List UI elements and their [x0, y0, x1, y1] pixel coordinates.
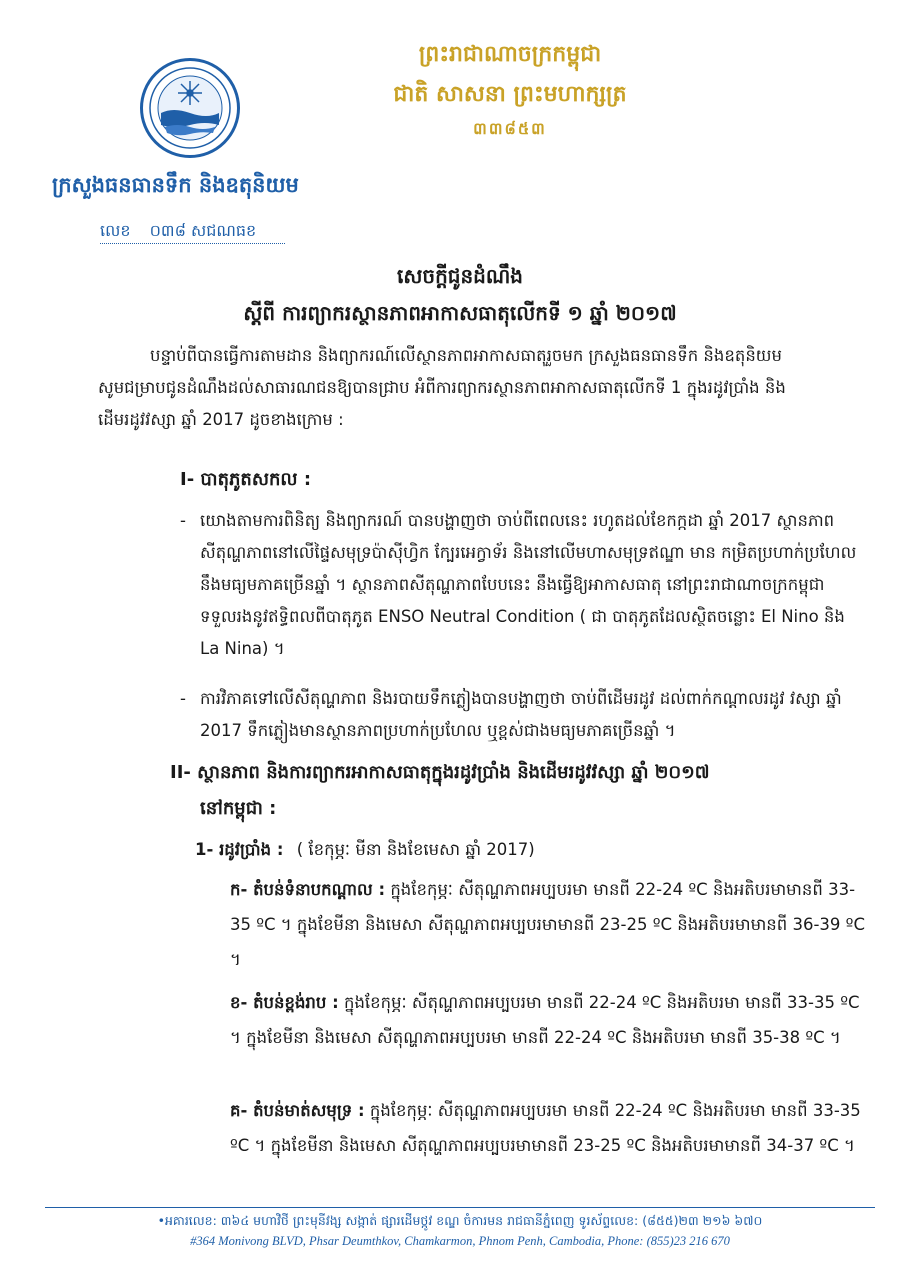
section-2-heading-cont: នៅកម្ពុជា : — [200, 798, 277, 819]
motto-heading: ជាតិ សាសនា ព្រះមហាក្សត្រ — [393, 82, 627, 107]
document-title: សេចក្តីជូនដំណឹង — [397, 264, 523, 288]
ministry-name: ក្រសួងធនធានទឹក និងឧតុនិយម — [52, 173, 299, 197]
section-1-heading: I- បាតុភូតសកល : — [180, 469, 312, 490]
dry-season-heading — [195, 834, 535, 866]
section-1-bullet-1-text: យោងតាមការពិនិត្យ និងព្យាករណ៍ បានបង្ហាញថា ចាប់ពីពេលនេះ រហូតដល់ខែកក្កដា ឆ្នាំ 2017 ស្ថានភាពសីតុណ្ហភាពនៅលើផ្ទៃសមុទ្រប៉ាស៊ីហ្វិក ក្បែរអេក្វាទ័រ និងនៅលើមហាសមុទ្រឥណ្ឌា មាន កម្រិតប្រហាក់ប្រហែលនឹងមធ្យមភាគច្រើនឆ្នាំ ។ ស្ថានភាពសីតុណ្ហភាពបែបនេះ នឹងធ្វើឱ្យអាកាសធាតុ នៅព្រះរាជាណាចក្រកម្ពុជា ទទួលរងនូវឥទ្ធិពលពីបាតុភូត ENSO Neutral Condition ( ជា បាតុភូតដែលស្ថិតចន្លោះ El Nino និង La Nina) ។ — [200, 511, 857, 658]
reference-underline — [100, 243, 285, 244]
footer-address-english: #364 Monivong BLVD, Phsar Deumthkov, Chamkarmon, Phnom Penh, Cambodia, Phone: (855)23 216 670 — [190, 1234, 730, 1248]
ornament: ៣៣៨៥៣ — [473, 119, 547, 138]
region-central-plain-label: ក- តំបន់ទំនាបកណ្តាល : — [230, 880, 386, 899]
reference-value: ០៣៨ សជណធខ — [149, 221, 257, 240]
region-central-plain-text: ក្នុងខែកុម្ភៈ សីតុណ្ហភាពអប្បបរមា មានពី 22-24 ºC និងអតិបរមាមានពី 33-35 ºC ។ ក្នុងខែមីនា និងមេសា សីតុណ្ហភាពអប្បបរមាមានពី 23-25 ºC និងអតិបរមាមានពី 36-39 ºC ។ — [230, 880, 865, 969]
kingdom-heading: ព្រះរាជាណាចក្រកម្ពុជា — [418, 42, 602, 67]
footer-address-khmer: •អគារលេខ: ៣៦៤ មហាវិថី ព្រះមុនីវង្ស សង្កាត់ ផ្សារដើមថ្កូវ ខណ្ឌ ចំការមន រាជធានីភ្នំពេញ ទូរស័ព្ទលេខ: (៨៥៥)២៣ ២១៦ ៦៧០ — [157, 1213, 763, 1228]
reference-number — [100, 220, 256, 244]
document-subject: ស្តីពី ការព្យាករស្ថានភាពអាកាសធាតុលើកទី ១ ឆ្នាំ ២០១៧ — [243, 301, 677, 325]
region-plateau-text: ក្នុងខែកុម្ភៈ សីតុណ្ហភាពអប្បបរមា មានពី 22-24 ºC និងអតិបរមា មានពី 33-35 ºC ។ ក្នុងខែមីនា និងមេសា សីតុណ្ហភាពអប្បបរមា មានពី 22-24 ºC និងអតិបរមា មានពី 35-38 ºC ។ — [230, 993, 860, 1047]
region-plateau-label: ខ- តំបន់ខ្ពង់រាប : — [230, 993, 339, 1012]
section-1-bullet-2-text: ការវិភាគទៅលើសីតុណ្ហភាព និងរបាយទឹកភ្លៀងបានបង្ហាញថា ចាប់ពីដើមរដូវ ដល់ពាក់កណ្តាលរដូវ វស្សា ឆ្នាំ 2017 ទឹកភ្លៀងមានស្ថានភាពប្រហាក់ប្រហែល ឬខ្ពស់ជាងមធ្យមភាគច្រើនឆ្នាំ ។ — [200, 689, 842, 740]
section-1-bullet-1 — [180, 505, 865, 675]
ministry-seal-logo — [140, 58, 240, 158]
region-coastal — [230, 1093, 865, 1163]
section-2-heading: II- ស្ថានភាព និងការព្យាករអាកាសធាតុក្នុងរដូវប្រាំង និងដើមរដូវវស្សា ឆ្នាំ ២០១៧ — [170, 762, 710, 783]
region-central-plain — [230, 872, 865, 977]
region-coastal-text: ក្នុងខែកុម្ភៈ សីតុណ្ហភាពអប្បបរមា មានពី 22-24 ºC និងអតិបរមា មានពី 33-35 ºC ។ ក្នុងខែមីនា និងមេសា សីតុណ្ហភាពអប្បបរមាមានពី 23-25 ºC និងអតិបរមាមានពី 34-37 ºC ។ — [230, 1101, 861, 1155]
reference-label: លេខ — [100, 221, 131, 240]
footer-divider — [45, 1207, 875, 1208]
bullet-dash: - — [180, 689, 186, 708]
bullet-dash: - — [180, 511, 186, 530]
region-plateau — [230, 985, 865, 1055]
section-1-bullet-2 — [180, 683, 865, 747]
intro-paragraph: បន្ទាប់ពីបានធ្វើការតាមដាន និងព្យាករណ៍លើស្ថានភាពអាកាសធាតុរួចមក ក្រសួងធនធានទឹក និងឧតុនិយម សូមជម្រាបជូនដំណឹងដល់សាធារណជនឱ្យបានជ្រាប អំពីការព្យាករស្ថានភាពអាកាសធាតុលើកទី 1 ក្នុងរដូវប្រាំង និង ដើមរដូវវស្សា ឆ្នាំ 2017 ដូចខាងក្រោម : — [98, 346, 786, 429]
region-coastal-label: គ- តំបន់មាត់សមុទ្រ : — [230, 1101, 365, 1120]
dry-season-note: ( ខែកុម្ភៈ មីនា និងខែមេសា ឆ្នាំ 2017) — [296, 840, 535, 859]
dry-season-label: 1- រដូវប្រាំង : — [195, 840, 284, 859]
